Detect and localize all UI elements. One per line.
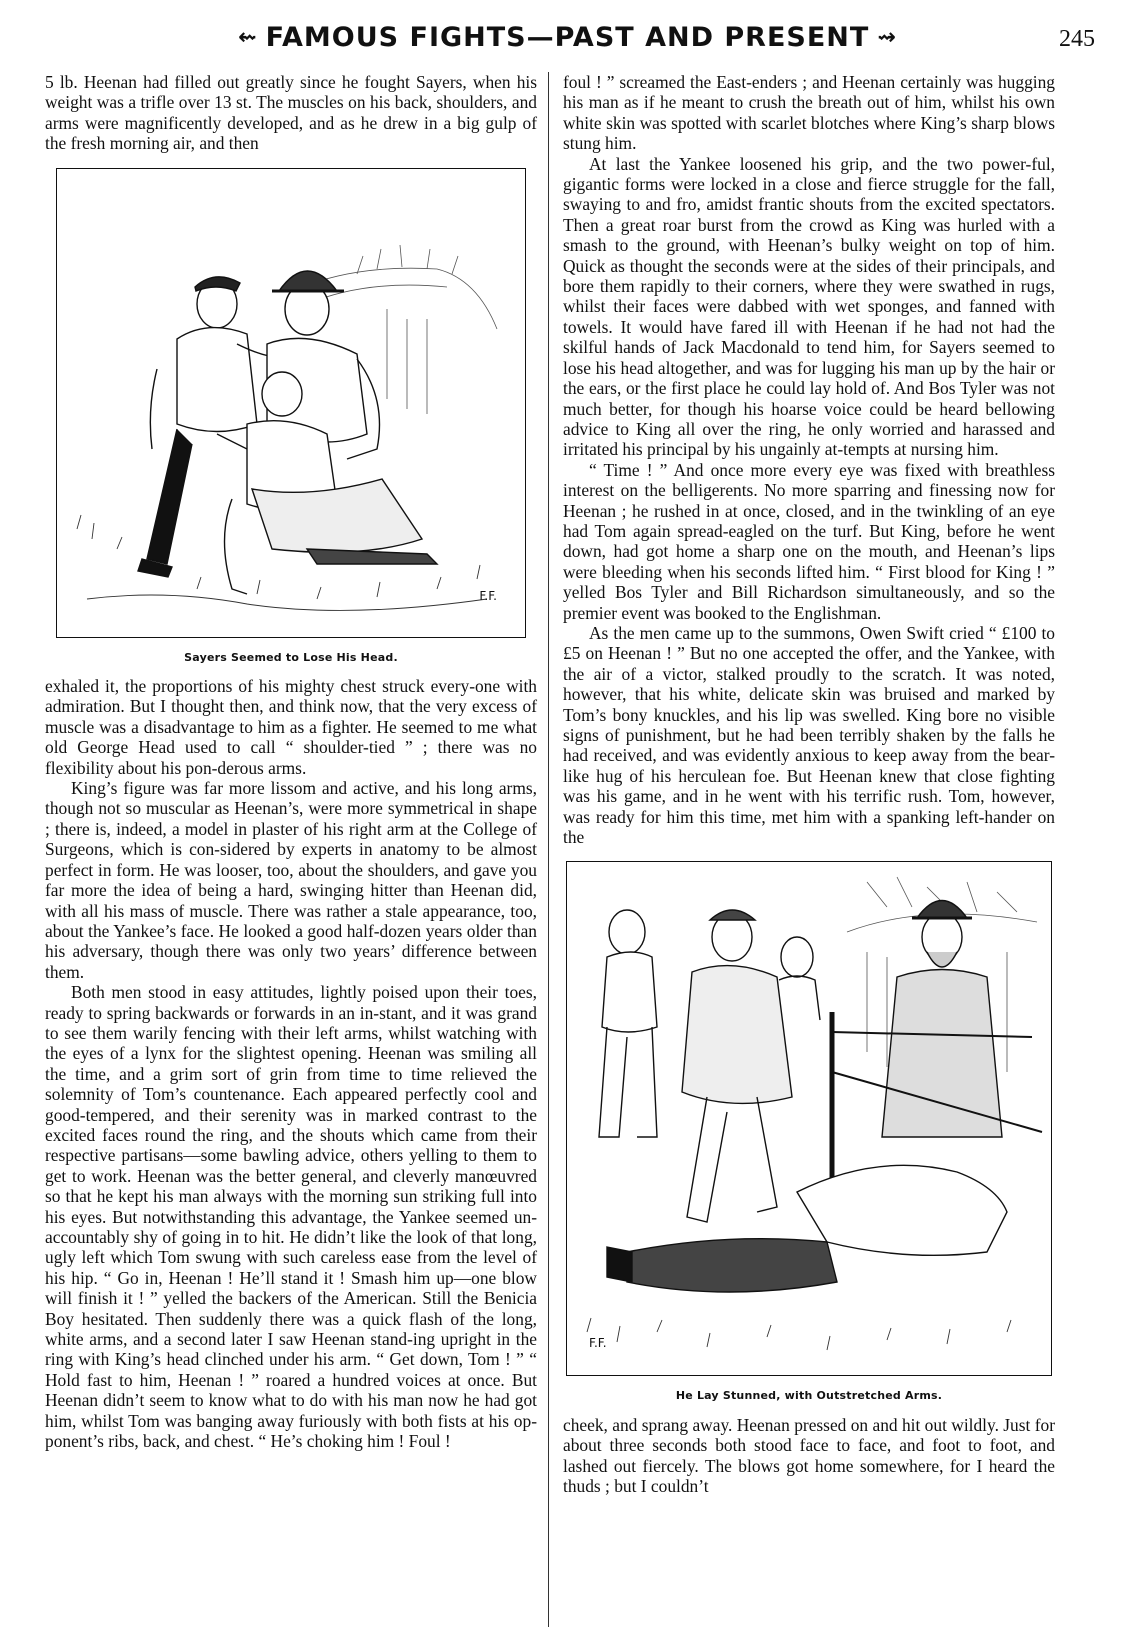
engraving-seconds-scene (57, 169, 524, 636)
artist-initials-2: F.F. (589, 1336, 607, 1351)
figure-sayers-illustration (56, 168, 526, 638)
page-header (40, 14, 1095, 66)
figure-stunned (563, 861, 1055, 1406)
left-ornament-icon: ⇜ (238, 25, 258, 50)
right-paragraph-2: At last the Yankee loosened his grip, and the two power-ful, gigantic forms were locked in a close and fierce struggle for the fall, swaying to and fro, amidst frantic shouts from the excited spectators. Then a great roar burst from the crowd as King was hurled with a smash to the ground, with Heenan’s bulky weight on top of him. Quick as thought the seconds were at the sides of their principals, and bore them rapidly to their corners, where they were swathed in rugs, whilst their faces were dabbed with wet sponges, and fanned with towels. It would have fared ill with Heenan if he had not had the skilful hands of Jack Macdonald to tend him, for Sayers seemed to lose his head altogether, and was for lugging his man up by the hair or the ears, or the first place he could lay hold of. And Bos Tyler was not much better, for though his hoarse voice could be heard bellowing advice to King all over the ring, he only worried and harassed and irritated his principal by his ungainly at-tempts at nursing him. (563, 153, 1055, 460)
figure-stunned-caption: He Lay Stunned, with Outstretched Arms. (675, 1389, 943, 1403)
right-paragraph-3: “ Time ! ” And once more every eye was fixed with breathless interest on the belligerents. No more sparring and finessing now for Heenan ; he rushed in at once, closed, and in the twinkling of an eye had Tom again spread-eagled on the turf. But King, before he went down, had got home a sharp one on the mouth, and Heenan’s lips were bleeding when his seconds lifted him. “ First blood for King ! ” yelled Bos Tyler and Bill Richardson simultaneously, and so the premier event was booked to the Englishman. (563, 459, 1055, 623)
right-paragraph-5: cheek, and sprang away. Heenan pressed on and hit out wildly. Just for about three seconds both stood face to face, and foot to foot, and lashed out fiercely. The blows got home somewhere, for I heard the thuds ; but I couldn’t (563, 1414, 1055, 1497)
column-divider (548, 72, 549, 1627)
right-ornament-icon: ⇝ (877, 25, 897, 50)
right-column (563, 72, 1055, 1496)
left-paragraph-1: 5 lb. Heenan had filled out greatly since he fought Sayers, when his weight was a trifle over 13 st. The muscles on his back, shoulders, and arms were magnificently developed, and as he drew in a big gulp of the fresh morning air, and then (45, 72, 537, 154)
running-title-text: FAMOUS FIGHTS—PAST AND PRESENT (265, 22, 870, 53)
figure-stunned-illustration (566, 861, 1052, 1376)
page-number: 245 (1059, 26, 1095, 52)
figure-sayers-caption: Sayers Seemed to Lose His Head. (184, 650, 398, 664)
left-paragraph-4: Both men stood in easy attitudes, lightly poised upon their toes, ready to spring backwards or forwards in an in-stant, and it was grand to see them warily fencing with their left arms, whilst watching with the eyes of a lynx for the slightest opening. Heenan was smiling all the time, and a grim sort of grin from time to time relieved the solemnity of Tom’s countenance. Each appeared perfectly cool and good-tempered, and their serenity was in marked contrast to the excited faces round the ring, and the shouts which came from their respective partisans—some bawling advice, others yelling to them to get to work. Heenan was the better general, and cleverly manœuvred so that he kept his man always with the morning sun striking full into his eyes. But notwithstanding this advantage, the Yankee seemed un-accountably shy of going in to hit. He didn’t like the look of that long, ugly left which Tom swung with such careless ease from the level of his hip. “ Go in, Heenan ! He’ll stand it ! Smash him up—one blow will finish it ! ” yelled the backers of the American. Still the Benicia Boy hesitated. Then suddenly there was a quick flash of the long, white arms, and a second later I saw Heenan stand-ing upright in the ring with King’s head clinched under his arm. “ Get down, Tom ! ” “ Hold fast to him, Heenan ! ” roared a hundred voices at once. But Heenan didn’t seem to know what to do with his man now he had got him, whilst Tom was banging away furiously with both fists at his op-ponent’s ribs, back, and chest. “ He’s choking him ! Foul ! (45, 982, 537, 1452)
right-paragraph-1: foul ! ” screamed the East-enders ; and Heenan certainly was hugging his man as if he meant to crush the breath out of him, whilst his own white skin was spotted with scarlet blotches where King’s sharp blows stung him. (563, 72, 1055, 154)
left-paragraph-3: King’s figure was far more lissom and active, and his long arms, though not so muscular as Heenan’s, were more symmetrical in shape ; there is, indeed, a model in plaster of his right arm at the College of Surgeons, which is con-sidered by experts in anatomy to be almost perfect in form. He was looser, too, about the shoulders, and gave you far more the idea of being a hard, swinging hitter than Heenan did, with all his mass of muscle. There was rather a stale appearance, too, about the Yankee’s face. He looked a good half-dozen years older than his adversary, though there was only two years’ difference between them. (45, 778, 537, 982)
figure-sayers (45, 168, 537, 668)
engraving-knockdown-scene (567, 862, 1050, 1374)
running-title (40, 22, 1095, 53)
left-paragraph-2: exhaled it, the proportions of his mighty chest struck every-one with admiration. But I thought then, and think now, that the very excess of muscle was a disadvantage to him as a fighter. He seemed to me what old George Head used to call “ shoulder-tied ” ; there was no flexibility about his pon-derous arms. (45, 676, 537, 778)
artist-initials: F.F. (479, 589, 497, 604)
right-paragraph-4: As the men came up to the summons, Owen Swift cried “ £100 to £5 on Heenan ! ” But no one accepted the offer, and the Yankee, with the air of a victor, stalked proudly to the scratch. It was noted, however, that his white, delicate skin was bruised and marked by Tom’s bony knuckles, and his lip was swelled. King bore no visible signs of punishment, but he had been terribly shaken by the falls he had received, and was evidently anxious to keep away from the bear-like hug of his herculean foe. But Heenan knew that close fighting was his game, and in he went with his terrific rush. Tom, however, was ready for him this time, met him with a spanking left-hander on the (563, 622, 1055, 848)
left-column (45, 72, 537, 1451)
